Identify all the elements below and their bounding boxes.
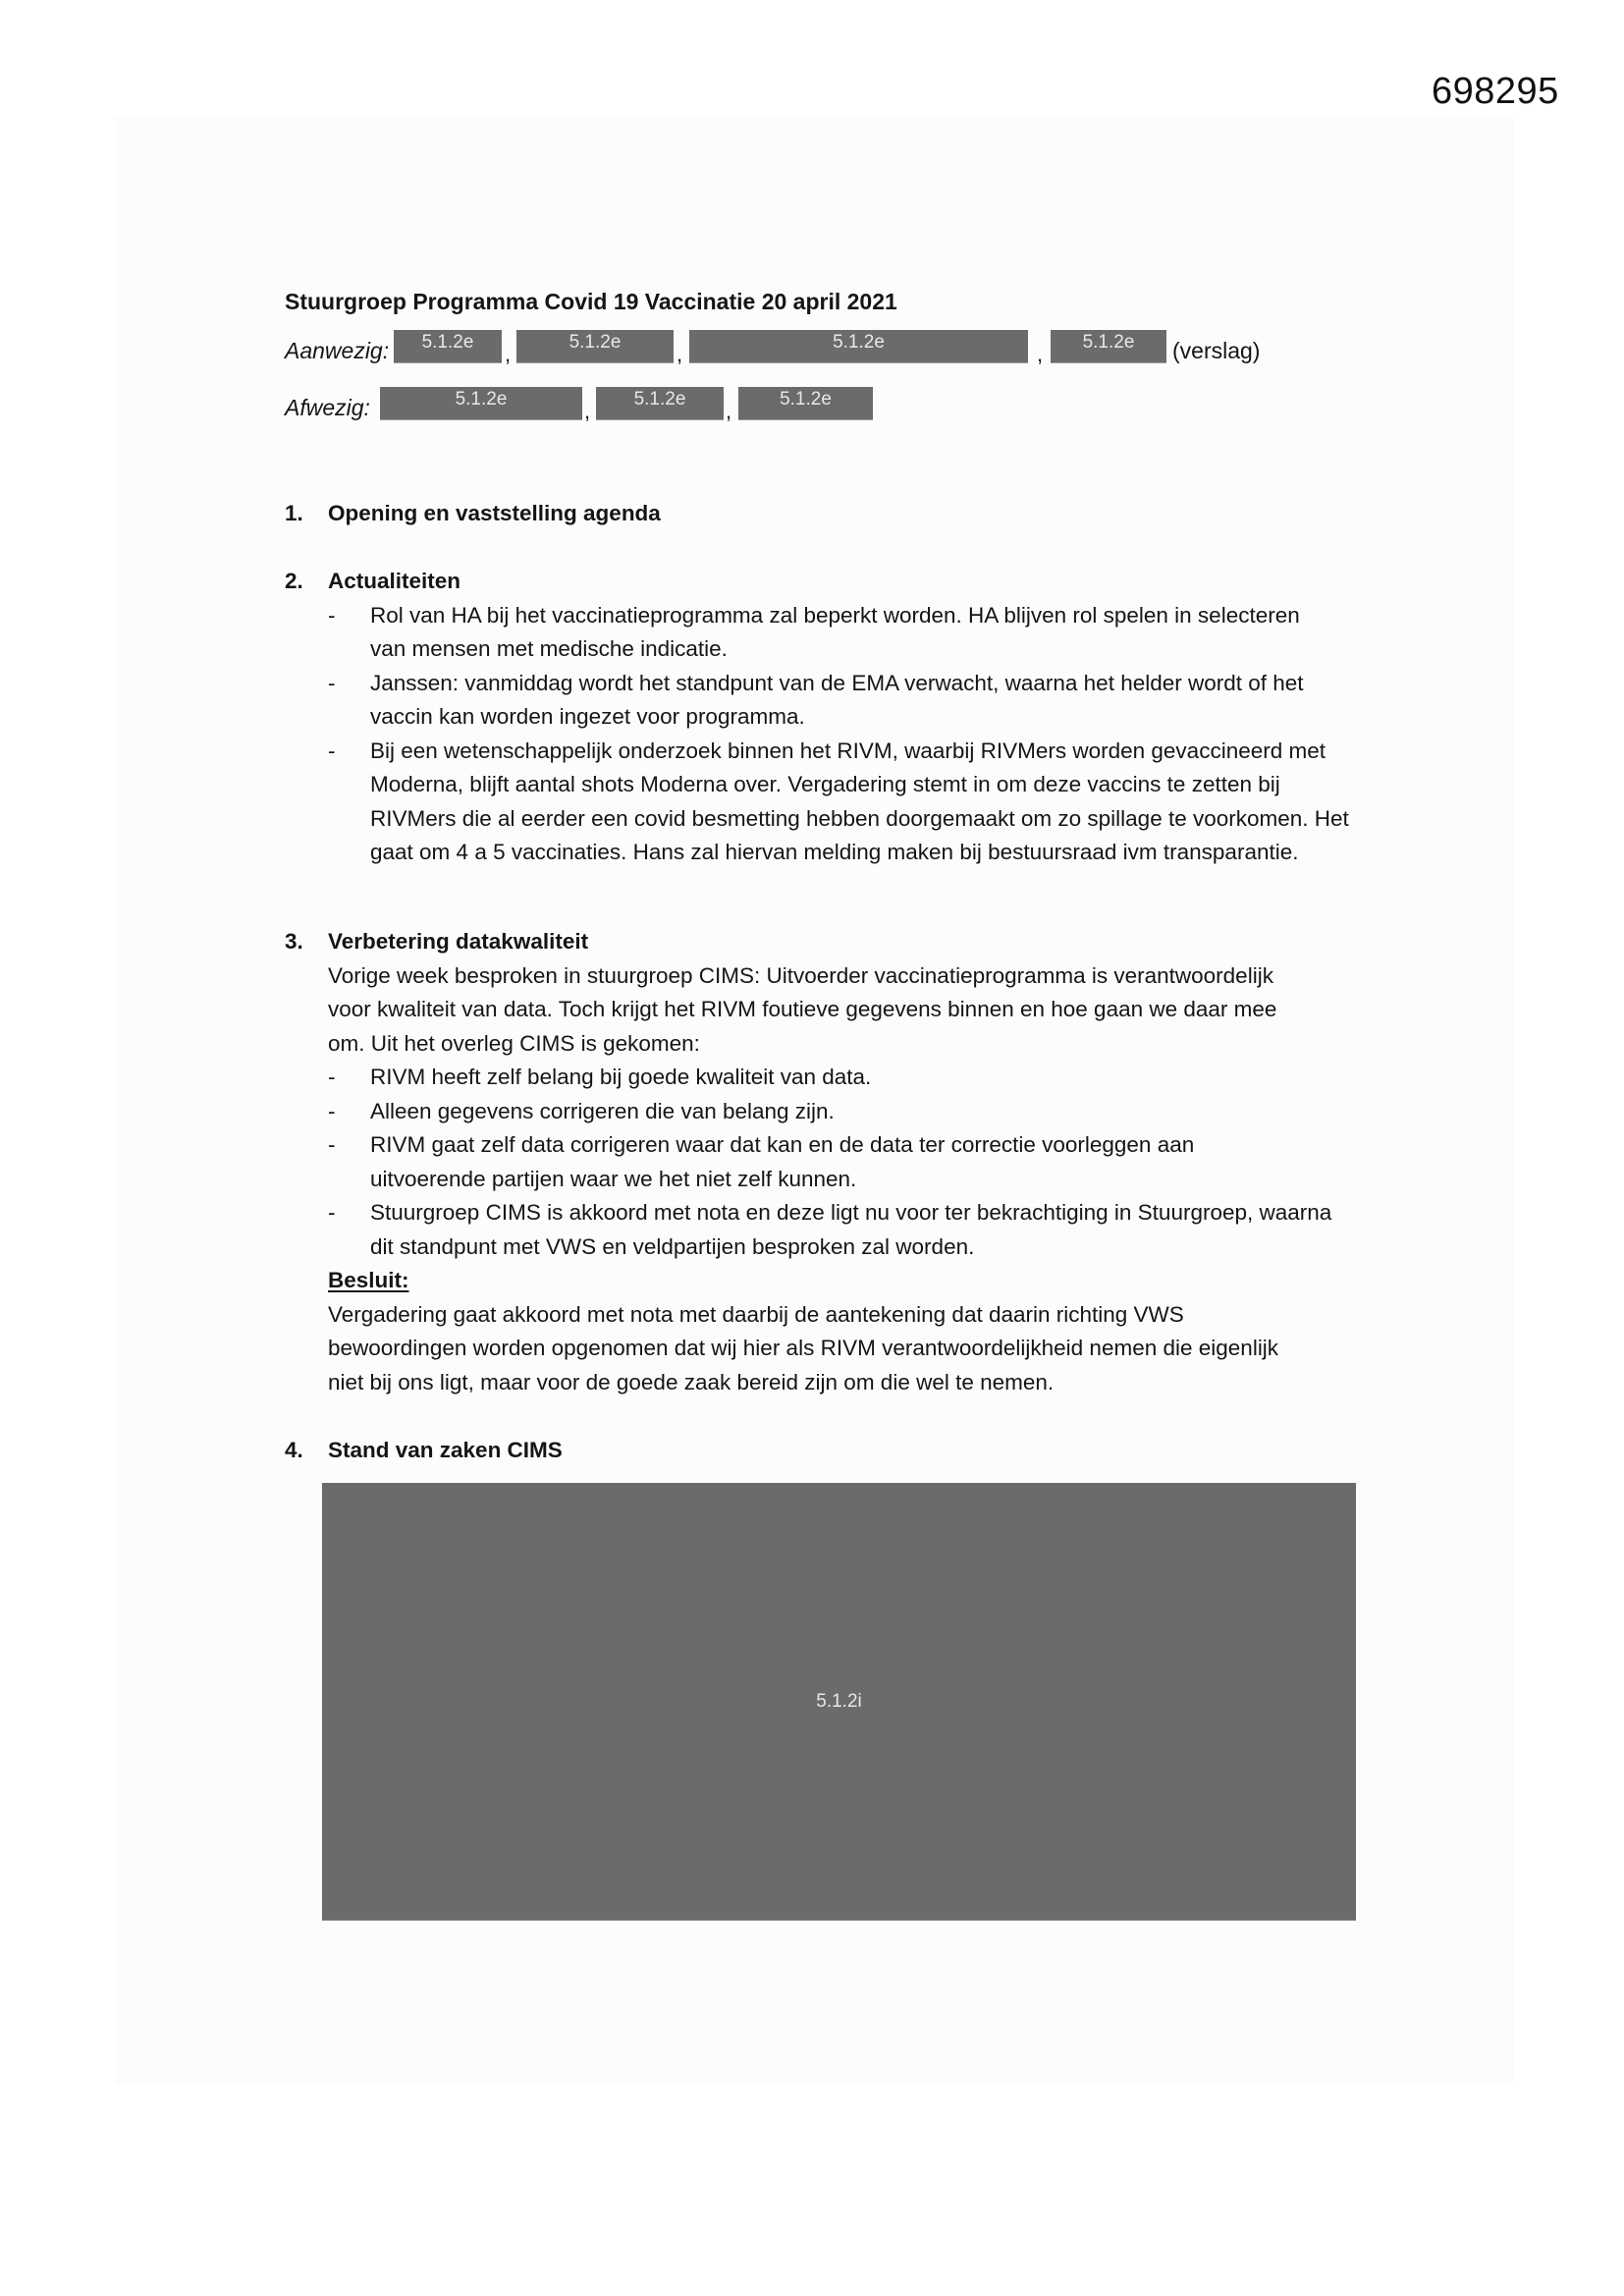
agenda-item-heading (285, 565, 1365, 599)
redaction-box: 5.1.2e (738, 387, 873, 420)
redaction-box: 5.1.2e (394, 330, 502, 363)
attendance-present-row (285, 330, 1365, 369)
agenda-item-4 (285, 1434, 1365, 1468)
separator: , (584, 399, 591, 423)
redaction-box: 5.1.2e (1051, 330, 1166, 363)
agenda-item-title: Stand van zaken CIMS (328, 1438, 563, 1462)
agenda-item-number: 1. (285, 501, 303, 525)
agenda-item-1 (285, 497, 1365, 531)
attendance-absent-row (285, 387, 1365, 426)
redaction-box: 5.1.2e (516, 330, 674, 363)
list-item-text: RIVM heeft zelf belang bij goede kwaliteit van data. (370, 1065, 872, 1089)
agenda-item-title: Opening en vaststelling agenda (328, 501, 661, 525)
list-item (285, 735, 1362, 870)
list-item (285, 667, 1352, 735)
list-item-text: Rol van HA bij het vaccinatieprogramma zal beperkt worden. HA blijven rol spelen in selecteren van mensen met medische indicatie. (370, 602, 1300, 661)
document-title: Stuurgroep Programma Covid 19 Vaccinatie 20 april 2021 (285, 289, 897, 314)
separator: , (677, 342, 683, 366)
bullet-dash: - (328, 602, 336, 628)
present-label: Aanwezig: (285, 338, 390, 363)
separator: , (1037, 342, 1044, 366)
redaction-box: 5.1.2e (596, 387, 724, 420)
decision-label: Besluit: (328, 1268, 409, 1292)
list-item-text: Bij een wetenschappelijk onderzoek binnen het RIVM, waarbij RIVMers worden gevaccineerd met Moderna, blijft aantal shots Moderna over. Vergadering stemt in om deze vaccins te zetten bij RIVMers die al eerder een covid besmetting hebben doorgemaakt om zo spillage te voorkomen. Het gaat om 4 a 5 vaccinaties. Hans zal hiervan melding maken bij bestuursraad ivm transparantie. (370, 738, 1349, 864)
bullet-dash: - (328, 1098, 336, 1123)
agenda-item-3 (285, 925, 1365, 1399)
meeting-minutes (285, 285, 1365, 1462)
redaction-block: 5.1.2i (322, 1483, 1356, 1921)
bullet-dash: - (328, 738, 336, 763)
agenda-item-title: Verbetering datakwaliteit (328, 929, 589, 954)
redaction-box: 5.1.2e (380, 387, 582, 420)
list-item-text: RIVM gaat zelf data corrigeren waar dat kan en de data ter correctie voorleggen aan uitvoerende partijen waar we het niet zelf kunnen. (370, 1132, 1195, 1191)
list-item (285, 1196, 1352, 1264)
redaction-box: 5.1.2e (689, 330, 1028, 363)
agenda-item-number: 2. (285, 569, 303, 593)
separator: , (505, 342, 512, 366)
bullet-dash: - (328, 1200, 336, 1225)
agenda-item-intro: Vorige week besproken in stuurgroep CIMS: Uitvoerder vaccinatieprogramma is verantwoordelijk voor kwaliteit van data. Toch krijgt het RIVM foutieve gegevens binnen en hoe gaan we daar mee om. Uit het overleg CIMS is gekomen: (328, 962, 1277, 1056)
list-item-text: Alleen gegevens corrigeren die van belang zijn. (370, 1098, 835, 1123)
agenda-item-heading (285, 1434, 1365, 1468)
list-item-text: Stuurgroep CIMS is akkoord met nota en deze ligt nu voor ter bekrachtiging in Stuurgroep, waarna dit standpunt met VWS en veldpartijen besproken zal worden. (370, 1200, 1332, 1259)
absent-label: Afwezig: (285, 395, 370, 420)
list-item (285, 599, 1313, 667)
agenda-item-number: 3. (285, 929, 303, 954)
bullet-dash: - (328, 1132, 336, 1157)
decision-text: Vergadering gaat akkoord met nota met daarbij de aantekening dat daarin richting VWS bewoordingen worden opgenomen dat wij hier als RIVM verantwoordelijkheid nemen die eigenlijk niet bij ons ligt, maar voor de goede zaak bereid zijn om die wel te nemen. (328, 1301, 1279, 1394)
agenda-item-title: Actualiteiten (328, 569, 461, 593)
bullet-dash: - (328, 670, 336, 695)
list-item (285, 1095, 1352, 1129)
agenda-item-2 (285, 565, 1365, 870)
list-item (285, 1128, 1313, 1196)
list-item-text: Janssen: vanmiddag wordt het standpunt van de EMA verwacht, waarna het helder wordt of het vaccin kan worden ingezet voor programma. (370, 670, 1304, 729)
document-id: 698295 (1432, 71, 1559, 112)
bullet-dash: - (328, 1065, 336, 1089)
separator: , (726, 399, 732, 423)
agenda-item-number: 4. (285, 1438, 303, 1462)
agenda-item-heading (285, 925, 1365, 959)
minutes-taker-note: (verslag) (1172, 338, 1261, 363)
agenda-item-heading (285, 497, 1365, 531)
list-item (285, 1061, 1352, 1095)
